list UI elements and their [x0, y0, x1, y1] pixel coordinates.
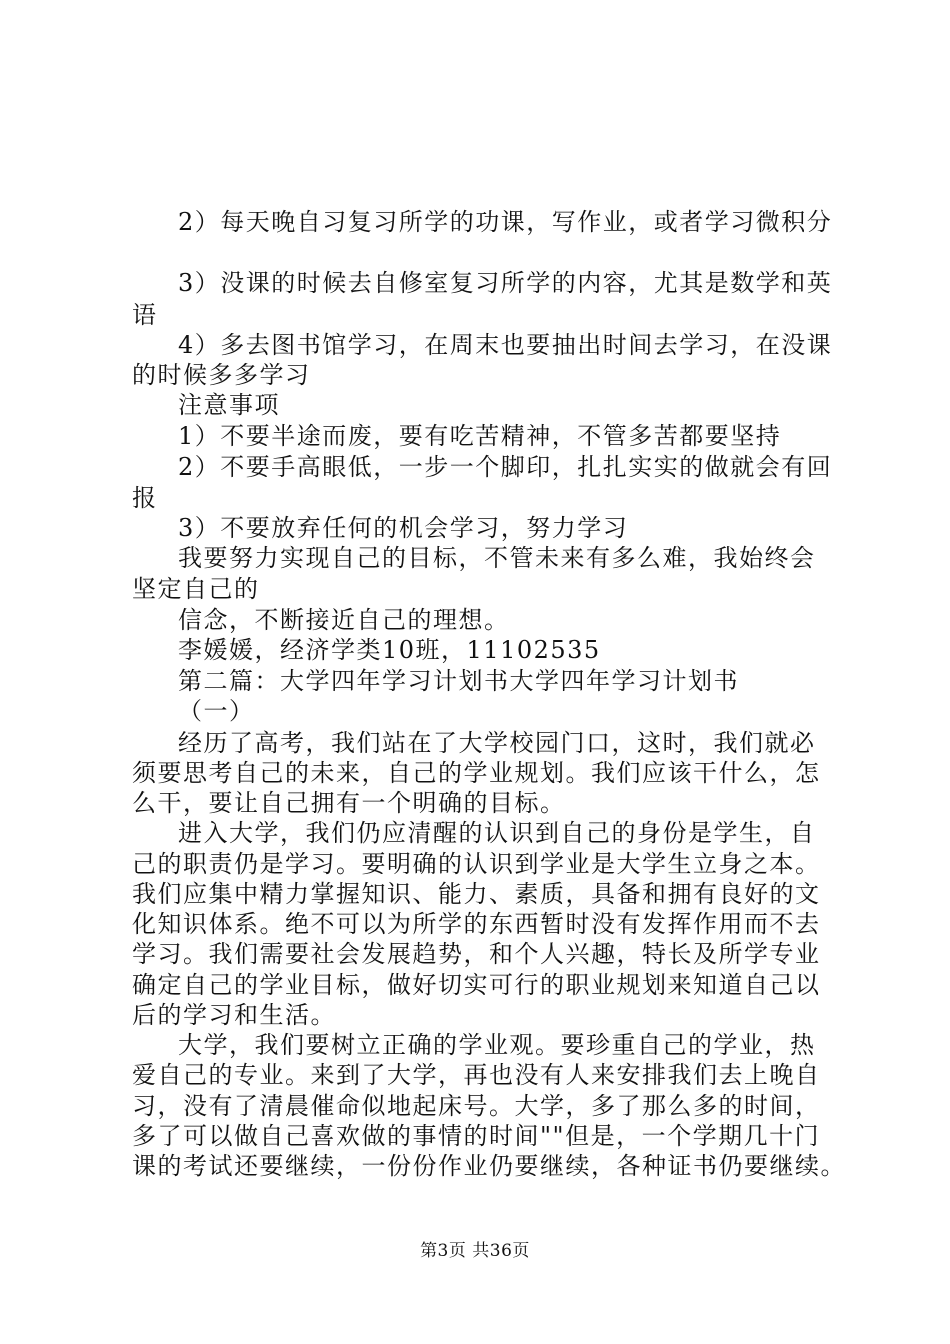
text-line: 2）不要手高眼低，一步一个脚印，扎扎实实的做就会有回: [178, 453, 833, 481]
section-number: （一）: [178, 697, 255, 725]
text-line: 大学，我们要树立正确的学业观。要珍重自己的学业，热: [178, 1031, 816, 1059]
text-line: 化知识体系。绝不可以为所学的东西暂时没有发挥作用而不去: [132, 910, 821, 938]
text-line: 经历了高考，我们站在了大学校园门口，这时，我们就必: [178, 729, 816, 757]
text-line: 我要努力实现自己的目标，不管未来有多么难，我始终会: [178, 544, 816, 572]
chapter-title: 第二篇：大学四年学习计划书大学四年学习计划书: [178, 667, 739, 695]
text-line: 学习。我们需要社会发展趋势，和个人兴趣，特长及所学专业: [132, 940, 821, 968]
text-line: 2）每天晚自习复习所学的功课，写作业，或者学习微积分: [178, 208, 833, 236]
text-line: 后的学习和生活。: [132, 1001, 336, 1029]
text-line: 信念，不断接近自己的理想。: [178, 606, 510, 634]
text-line: 进入大学，我们仍应清醒的认识到自己的身份是学生，自: [178, 819, 816, 847]
author-line: 李媛媛，经济学类10班，11102535: [178, 636, 601, 664]
page-number-footer: 第3页 共36页: [420, 1241, 530, 1261]
text-line: 确定自己的学业目标，做好切实可行的职业规划来知道自己以: [132, 971, 821, 999]
text-line: 报: [132, 484, 158, 512]
text-line: 3）没课的时候去自修室复习所学的内容，尤其是数学和英: [178, 269, 833, 297]
text-line: 语: [132, 301, 158, 329]
section-heading: 注意事项: [178, 391, 280, 419]
text-line: 须要思考自己的未来，自己的学业规划。我们应该干什么，怎: [132, 759, 821, 787]
text-line: 己的职责仍是学习。要明确的认识到学业是大学生立身之本。: [132, 850, 821, 878]
text-line: 爱自己的专业。来到了大学，再也没有人来安排我们去上晚自: [132, 1061, 821, 1089]
text-line: 我们应集中精力掌握知识、能力、素质，具备和拥有良好的文: [132, 880, 821, 908]
text-line: 么干，要让自己拥有一个明确的目标。: [132, 789, 566, 817]
text-line: 1）不要半途而废，要有吃苦精神，不管多苦都要坚持: [178, 422, 782, 450]
text-line: 坚定自己的: [132, 575, 260, 603]
text-line: 4）多去图书馆学习，在周末也要抽出时间去学习，在没课: [178, 331, 833, 359]
text-line: 的时候多多学习: [132, 361, 311, 389]
text-line: 习，没有了清晨催命似地起床号。大学，多了那么多的时间，: [132, 1092, 821, 1120]
text-line: 多了可以做自己喜欢做的事情的时间""但是，一个学期几十门: [132, 1122, 821, 1150]
text-line: 3）不要放弃任何的机会学习，努力学习: [178, 514, 629, 542]
text-line: 课的考试还要继续，一份份作业仍要继续，各种证书仍要继续。: [132, 1152, 846, 1180]
